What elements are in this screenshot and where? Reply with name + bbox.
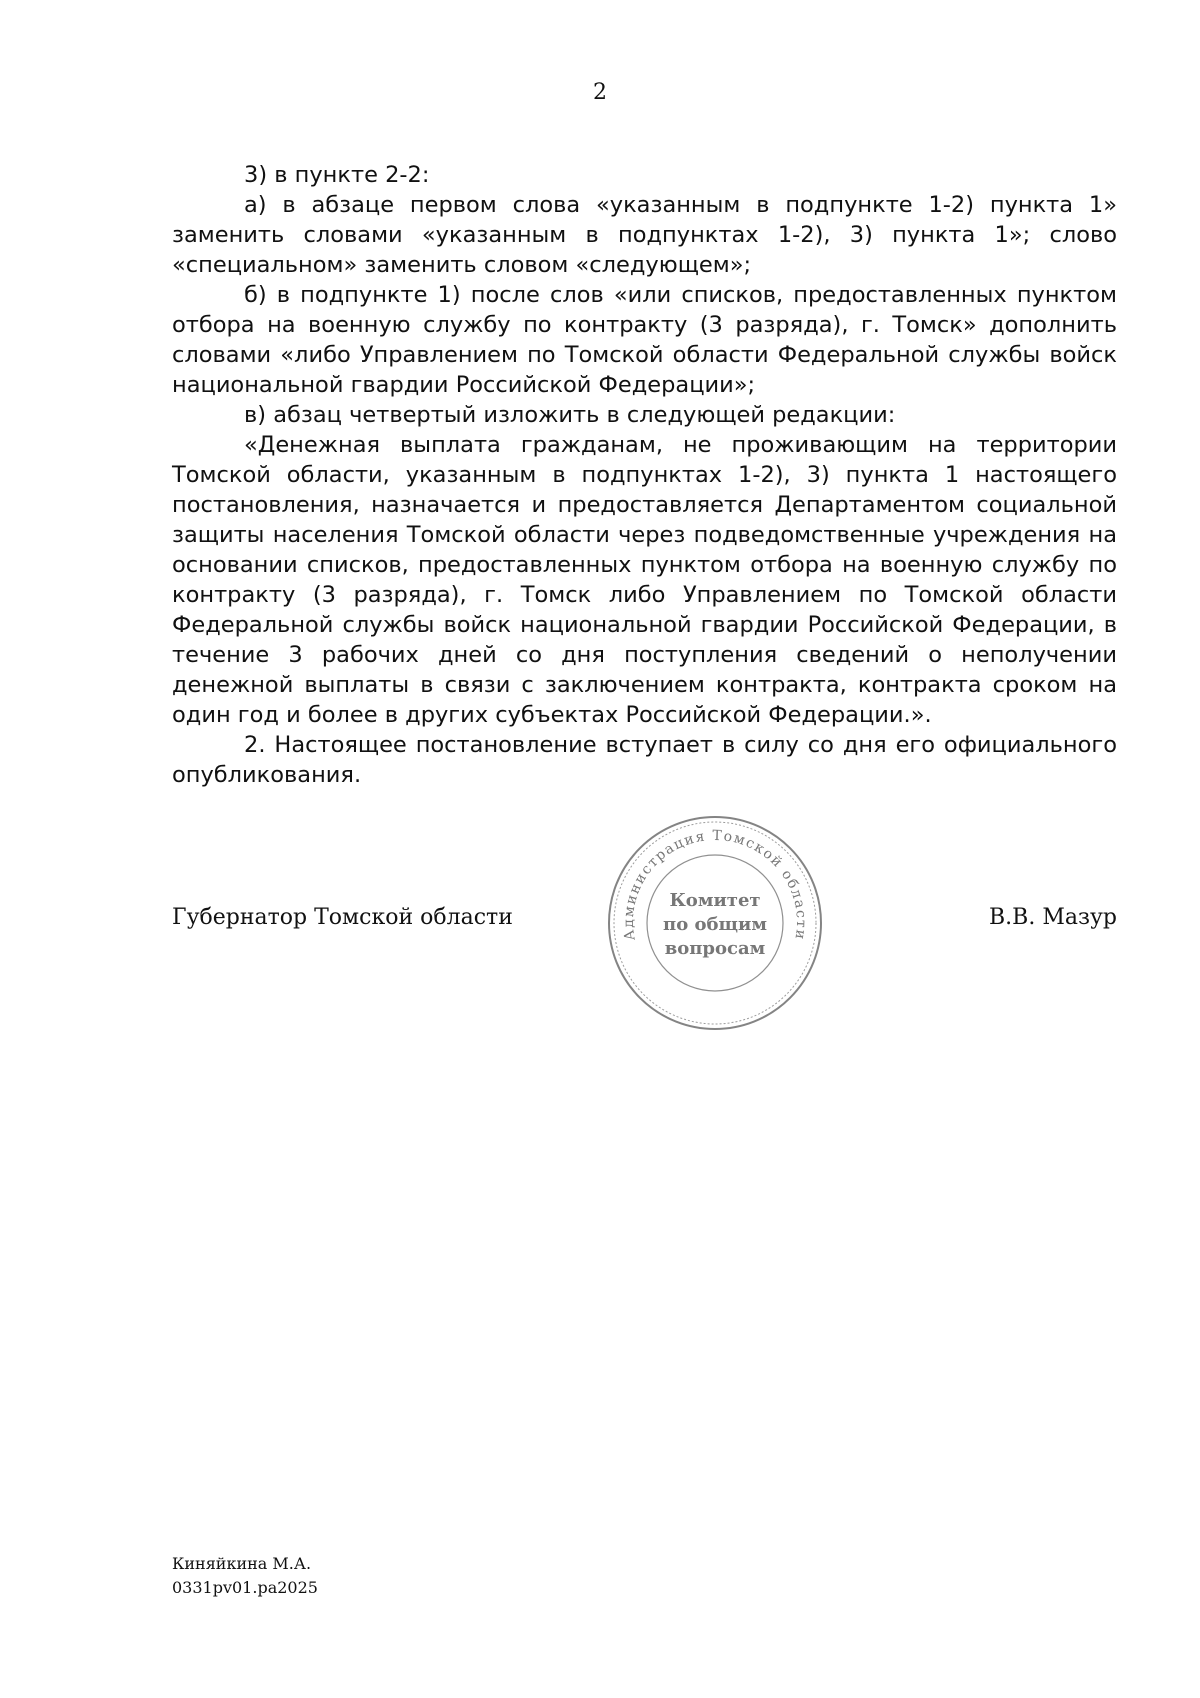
seal-line-1: Комитет xyxy=(669,890,761,911)
seal-line-3: вопросам xyxy=(664,938,766,959)
signatory-position: Губернатор Томской области xyxy=(172,905,513,930)
paragraph-subitem-b: б) в подпункте 1) после слов «или списков, предоставленных пунктом отбора на военную службу по контракту (3 разряда), г. Томск» дополнить словами «либо Управлением по Томской области Федеральной службы войск национальной гвардии Российской Федерации»; xyxy=(172,282,1117,398)
footer-block xyxy=(172,1552,318,1600)
paragraph-item-3-heading: 3) в пункте 2-2: xyxy=(244,162,430,188)
paragraph-subitem-a: а) в абзаце первом слова «указанным в подпункте 1-2) пункта 1» заменить словами «указанным в подпунктах 1-2), 3) пункта 1»; слово «специальном» заменить словом «следующем»; xyxy=(172,192,1117,278)
paragraph-effective-date: 2. Настоящее постановление вступает в силу со дня его официального опубликования. xyxy=(172,732,1117,788)
document-code: 0331pv01.pa2025 xyxy=(172,1578,318,1597)
signatory-name: В.В. Мазур xyxy=(989,905,1117,930)
paragraph-new-wording: «Денежная выплата гражданам, не проживающим на территории Томской области, указанным в подпунктах 1-2), 3) пункта 1 настоящего постановления, назначается и предоставляется Департаментом социальной защиты населения Томской области через подведомственные учреждения на основании списков, предоставленных пунктом отбора на военную службу по контракту (3 разряда), г. Томск либо Управлением по Томской области Федеральной службы войск национальной гвардии Российской Федерации, в течение 3 рабочих дней со дня поступления сведений о неполучении денежной выплаты в связи с заключением контракта, контракта сроком на один год и более в других субъектах Российской Федерации.». xyxy=(172,432,1117,728)
executor-name: Киняйкина М.А. xyxy=(172,1554,312,1573)
page-number: 2 xyxy=(593,80,607,105)
official-seal xyxy=(604,812,826,1034)
document-body xyxy=(172,160,1117,790)
seal-line-2: по общим xyxy=(663,914,767,935)
paragraph-subitem-v: в) абзац четвертый изложить в следующей редакции: xyxy=(244,402,896,428)
seal-ring-text: Администрация Томской области xyxy=(620,827,810,942)
